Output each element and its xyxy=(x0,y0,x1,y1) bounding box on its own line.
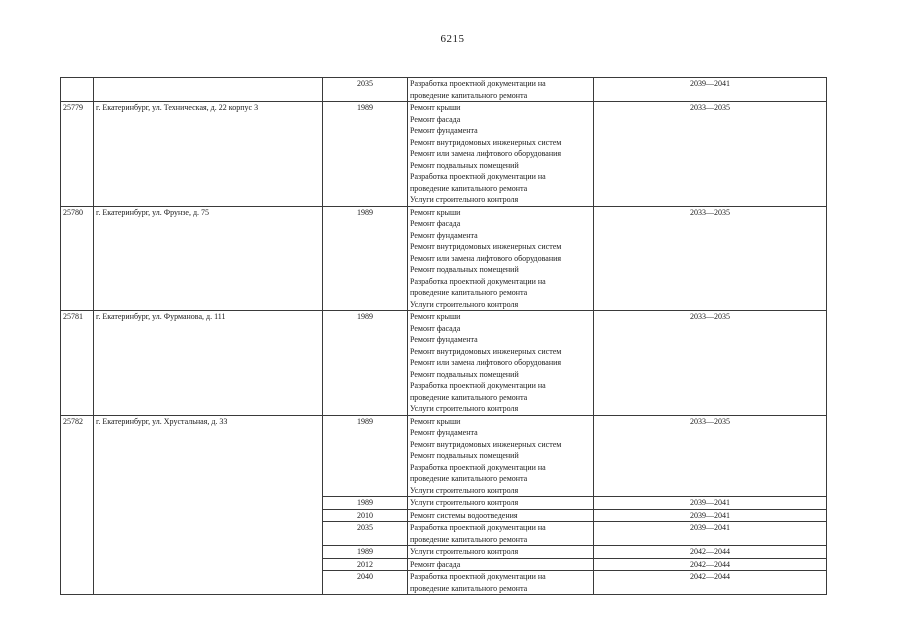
work-item: Ремонт или замена лифтового оборудования xyxy=(410,358,562,367)
work-item: Ремонт фасада xyxy=(410,559,461,569)
works-cell xyxy=(408,558,594,571)
period-cell: 2033—2035 xyxy=(594,102,827,207)
period-cell: 2039—2041 xyxy=(594,509,827,522)
work-item: Услуги строительного контроля xyxy=(410,195,519,204)
year-cell: 1989 xyxy=(323,497,408,510)
works-cell xyxy=(408,415,594,497)
period-cell: 2033—2035 xyxy=(594,206,827,311)
table-body xyxy=(61,78,827,595)
work-item: Ремонт фундамента xyxy=(410,126,478,135)
address-cell xyxy=(94,78,323,102)
work-item: проведение капитального ремонта xyxy=(410,583,528,593)
work-item: Разработка проектной документации на xyxy=(410,79,546,88)
capital-repair-table xyxy=(60,77,827,595)
works-cell xyxy=(408,206,594,311)
work-item: Разработка проектной документации на xyxy=(410,276,546,286)
period-cell: 2039—2041 xyxy=(594,522,827,546)
work-item: Ремонт фундамента xyxy=(410,428,478,437)
work-item: Ремонт крыши xyxy=(410,312,461,321)
works-cell xyxy=(408,522,594,546)
works-cell xyxy=(408,497,594,510)
object-id: 25781 xyxy=(61,311,94,416)
object-id xyxy=(61,78,94,102)
work-item: Ремонт фасада xyxy=(410,114,461,124)
work-item: Ремонт или замена лифтового оборудования xyxy=(410,253,562,263)
works-cell xyxy=(408,78,594,102)
work-item: Разработка проектной документации на xyxy=(410,172,546,181)
work-item: Разработка проектной документации на xyxy=(410,523,546,532)
object-id: 25780 xyxy=(61,206,94,311)
object-id: 25779 xyxy=(61,102,94,207)
work-item: Разработка проектной документации на xyxy=(410,381,546,390)
work-item: Услуги строительного контроля xyxy=(410,299,519,309)
address-cell: г. Екатеринбург, ул. Фурманова, д. 111 xyxy=(94,311,323,416)
work-item: проведение капитального ремонта xyxy=(410,474,528,483)
year-cell: 1989 xyxy=(323,206,408,311)
works-cell xyxy=(408,546,594,559)
year-cell: 2035 xyxy=(323,78,408,102)
work-item: Ремонт фасада xyxy=(410,323,461,333)
work-item: Ремонт системы водоотведения xyxy=(410,510,518,520)
table-row xyxy=(61,102,827,207)
period-cell: 2039—2041 xyxy=(594,78,827,102)
table-row xyxy=(61,206,827,311)
period-cell: 2042—2044 xyxy=(594,546,827,559)
work-item: Ремонт крыши xyxy=(410,207,461,217)
period-cell: 2042—2044 xyxy=(594,571,827,595)
work-item: Разработка проектной документации на xyxy=(410,572,546,581)
work-item: Ремонт подвальных помещений xyxy=(410,265,519,274)
period-cell: 2033—2035 xyxy=(594,311,827,416)
work-item: проведение капитального ремонта xyxy=(410,90,528,100)
year-cell: 1989 xyxy=(323,102,408,207)
work-item: проведение капитального ремонта xyxy=(410,288,528,297)
year-cell: 2012 xyxy=(323,558,408,571)
works-cell xyxy=(408,571,594,595)
works-cell xyxy=(408,311,594,416)
table-row xyxy=(61,415,827,497)
work-item: Ремонт фасада xyxy=(410,219,461,228)
address-cell: г. Екатеринбург, ул. Фрунзе, д. 75 xyxy=(94,206,323,311)
work-item: Ремонт фундамента xyxy=(410,230,478,240)
year-cell: 2040 xyxy=(323,571,408,595)
work-item: Ремонт внутридомовых инженерных систем xyxy=(410,137,562,147)
work-item: Ремонт подвальных помещений xyxy=(410,451,519,460)
work-item: Ремонт крыши xyxy=(410,103,461,112)
address-cell: г. Екатеринбург, ул. Хрустальная, д. 33 xyxy=(94,415,323,595)
work-item: Ремонт внутридомовых инженерных систем xyxy=(410,346,562,356)
work-item: Услуги строительного контроля xyxy=(410,498,519,507)
work-item: Ремонт крыши xyxy=(410,416,461,426)
work-item: Услуги строительного контроля xyxy=(410,485,519,495)
period-cell: 2033—2035 xyxy=(594,415,827,497)
work-item: Ремонт или замена лифтового оборудования xyxy=(410,149,562,158)
address-cell: г. Екатеринбург, ул. Техническая, д. 22 корпус 3 xyxy=(94,102,323,207)
table-row xyxy=(61,78,827,102)
work-item: Разработка проектной документации на xyxy=(410,462,546,472)
year-cell: 1989 xyxy=(323,546,408,559)
period-cell: 2039—2041 xyxy=(594,497,827,510)
work-item: Ремонт подвальных помещений xyxy=(410,369,519,379)
work-item: Ремонт внутридомовых инженерных систем xyxy=(410,439,562,449)
work-item: проведение капитального ремонта xyxy=(410,534,528,544)
work-item: проведение капитального ремонта xyxy=(410,183,528,193)
works-cell xyxy=(408,509,594,522)
works-cell xyxy=(408,102,594,207)
year-cell: 2035 xyxy=(323,522,408,546)
page-number: 6215 xyxy=(440,33,465,45)
work-item: Услуги строительного контроля xyxy=(410,404,519,413)
work-item: Ремонт фундамента xyxy=(410,335,478,344)
work-item: Услуги строительного контроля xyxy=(410,547,519,556)
year-cell: 1989 xyxy=(323,415,408,497)
object-id: 25782 xyxy=(61,415,94,595)
work-item: Ремонт подвальных помещений xyxy=(410,160,519,170)
period-cell: 2042—2044 xyxy=(594,558,827,571)
year-cell: 2010 xyxy=(323,509,408,522)
year-cell: 1989 xyxy=(323,311,408,416)
work-item: Ремонт внутридомовых инженерных систем xyxy=(410,242,562,251)
work-item: проведение капитального ремонта xyxy=(410,392,528,402)
table-row xyxy=(61,311,827,416)
